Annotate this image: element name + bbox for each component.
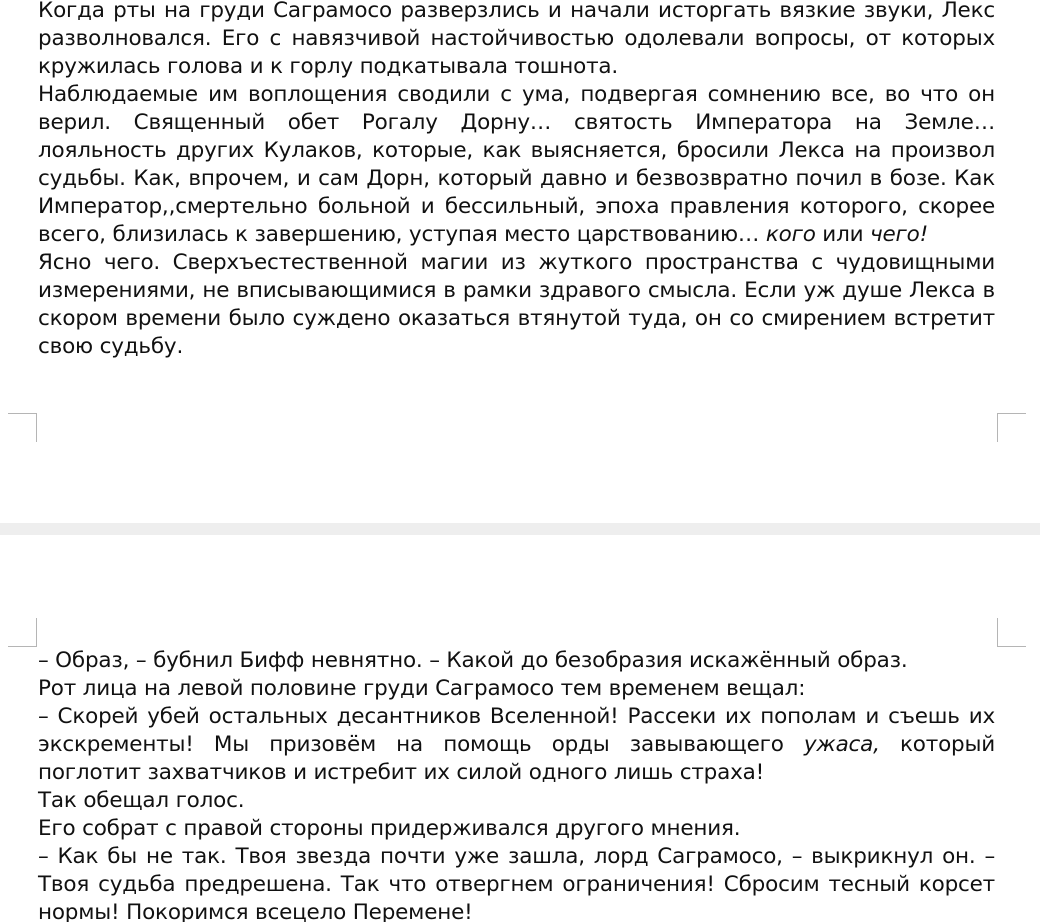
paragraph: – Образ, – бубнил Бифф невнятно. – Какой до безобразия искажённый образ. — [38, 648, 908, 673]
italic-text: ужаса, — [803, 732, 880, 757]
paragraph: Наблюдаемые им воплощения сводили с ума, подвергая сомнению все, во что он верил. Священный обет Рогалу Дорну… святость Императора на Земле… лояльность других Кулаков, которые, как выясняется, бросили Лекса на произвол судьбы. Как, впрочем, и сам Дорн, который давно и безвозвратно почил в бозе. Как Император,,смертельно больной и бессильный, эпоха правления которого, скорее всего, близилась к завершению, уступая место царствованию… кого или чего! — [38, 82, 995, 247]
paragraph: Ясно чего. Сверхъестественной магии из жуткого пространства с чудовищными измерениями, не вписывающимися в рамки здравого смысла. Если уж душе Лекса в скором времени было суждено оказаться втянутой туда, он со смирением встретит свою судьбу. — [38, 250, 995, 359]
paragraph: – Скорей убей остальных десантников Вселенной! Рассеки их пополам и съешь их экскременты! Мы призовём на помощь орды завывающего ужаса, который поглотит захватчиков и истребит их силой одного лишь страха! — [38, 704, 996, 785]
paragraph: Рот лица на левой половине груди Саграмосо тем временем вещал: — [38, 676, 806, 701]
paragraph: – Как бы не так. Твоя звезда почти уже зашла, лорд Саграмосо, – выкрикнул он. – Твоя судьба предрешена. Так что отвергнем ограничения! Сбросим тесный корсет нормы! Покоримся всецело Перемене! — [38, 844, 995, 922]
page-1-text-body[interactable] — [38, 0, 995, 361]
italic-text: кого — [765, 222, 816, 247]
paragraph: Так обещал голос. — [38, 788, 245, 813]
page-2-text-body[interactable] — [38, 647, 995, 922]
paragraph: Когда рты на груди Саграмосо разверзлись и начали исторгать вязкие звуки, Лекс разволновался. Его с навязчивой настойчивостью одолевали вопросы, от которых кружилась голова и к горлу подкатывала тошнота. — [38, 0, 995, 79]
margin-corner-marker — [997, 413, 1026, 442]
page-separator — [0, 523, 1040, 535]
paragraph: Его собрат с правой стороны придерживался другого мнения. — [38, 816, 741, 841]
margin-corner-marker — [8, 413, 37, 442]
italic-text: чего! — [870, 222, 929, 247]
document-page-2 — [0, 535, 1040, 922]
margin-corner-marker — [8, 618, 37, 647]
margin-corner-marker — [997, 618, 1026, 647]
